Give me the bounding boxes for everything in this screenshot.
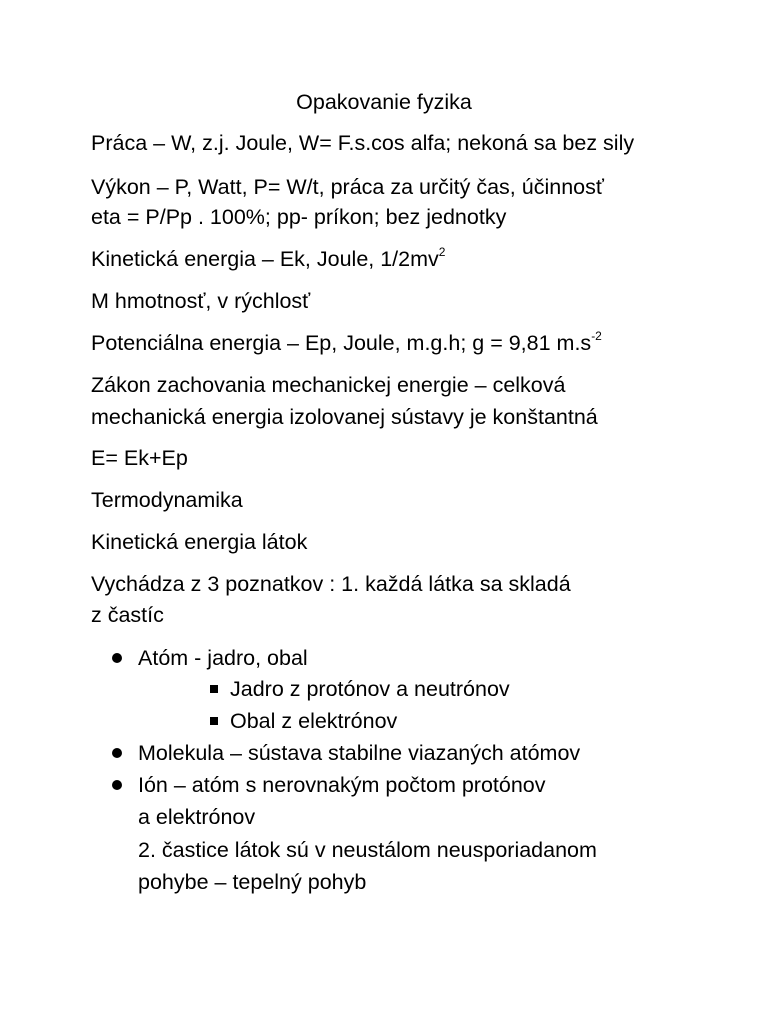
paragraph-work: Práca – W, z.j. Joule, W= F.s.cos alfa; nekoná sa bez sily <box>91 131 635 155</box>
sublist-item-nucleus: Jadro z protónov a neutrónov <box>230 677 510 701</box>
paragraph-power-line1: Výkon – P, Watt, P= W/t, práca za určitý čas, účinnosť <box>91 175 604 199</box>
list-item-molecule: Molekula – sústava stabilne viazaných atómov <box>138 741 581 765</box>
list-item-ion-line1: Ión – atóm s nerovnakým počtom protónov <box>138 773 546 797</box>
list-item-ion-line2: a elektrónov <box>138 805 256 829</box>
paragraph-thermodynamics: Termodynamika <box>91 488 243 512</box>
paragraph-mass-velocity: M hmotnosť, v rýchlosť <box>91 289 311 313</box>
square-bullet-icon <box>210 717 218 725</box>
continuation-line2: pohybe – tepelný pohyb <box>138 870 367 894</box>
continuation-line1: 2. častice látok sú v neustálom neusporiadanom <box>138 838 597 862</box>
superscript-2: 2 <box>438 245 446 259</box>
paragraph-conservation-line2: mechanická energia izolovanej sústavy je konštantná <box>91 405 598 429</box>
paragraph-based-on-line2: z častíc <box>91 603 164 627</box>
paragraph-potential-energy <box>91 327 602 362</box>
potential-energy-text: Potenciálna energia – Ep, Joule, m.g.h; g = 9,81 m.s <box>91 331 592 355</box>
paragraph-kinetic-energy <box>91 243 445 278</box>
kinetic-energy-text: Kinetická energia – Ek, Joule, 1/2mv <box>91 247 439 271</box>
bullet-icon <box>112 780 122 790</box>
square-bullet-icon <box>210 685 218 693</box>
superscript-minus-2: -2 <box>591 329 602 343</box>
paragraph-conservation-line1: Zákon zachovania mechanickej energie – celková <box>91 373 566 397</box>
paragraph-based-on-line1: Vychádza z 3 poznatkov : 1. každá látka sa skladá <box>91 572 571 596</box>
bullet-icon <box>112 653 122 663</box>
paragraph-energy-equation: E= Ek+Ep <box>91 446 188 470</box>
list-item-atom: Atóm - jadro, obal <box>138 646 308 670</box>
sublist-item-shell: Obal z elektrónov <box>230 709 398 733</box>
bullet-icon <box>112 748 122 758</box>
paragraph-power-line2: eta = P/Pp . 100%; pp- príkon; bez jednotky <box>91 205 507 229</box>
document-title: Opakovanie fyzika <box>296 90 472 114</box>
paragraph-kinetic-energy-substances: Kinetická energia látok <box>91 530 308 554</box>
